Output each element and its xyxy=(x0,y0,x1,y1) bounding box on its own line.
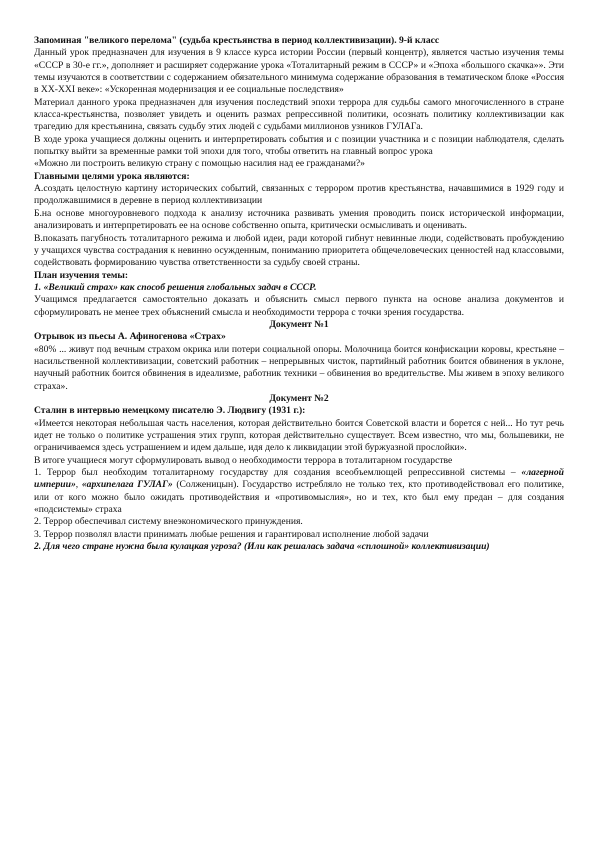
goals-heading: Главными целями урока являются: xyxy=(34,170,190,182)
plan-heading: План изучения темы: xyxy=(34,269,129,281)
plan-item-1: 1. «Великий страх» как способ решения глобальных задач в СССР. xyxy=(34,281,317,293)
document-2-text: «Имеется некоторая небольшая часть населения, которая действительно боится Советской власти и борется с ней... Но тут речь идет не только о политике устрашения этих групп, которая действительно существует. Всем известно, что мы, большевики, не ограничиваемся здесь устрашением и идем дальше, идя дело к ликвидации этой буржуазной прослойки». xyxy=(34,417,564,454)
conclusion-point-1-term-2: «архипелага ГУЛАГ» xyxy=(81,479,173,491)
intro-paragraph-1: Данный урок предназначен для изучения в 9 классе курса истории России (первый концентр), является частью изучения темы «СССР в 30-е гг.», дополняет и расширяет содержание урока «Тоталитарный режим в СССР» и «Эпоха «большого скачка»». Эти темы изучаются в соответствии с содержанием обязательного минимума содержание образования в тематическом блоке «Россия в XX-XXI веке»: «Ускоренная модернизация и ее социальные последствия» xyxy=(34,47,564,96)
document-1-heading: Документ №1 xyxy=(269,318,329,330)
conclusion-intro: В итоге учащиеся могут сформулировать вывод о необходимости террора в тоталитарном государстве xyxy=(34,454,453,466)
conclusion-point-2: 2. Террор обеспечивал систему внеэкономического принуждения. xyxy=(34,516,303,528)
document-1-source: Отрывок из пьесы А. Афиногенова «Страх» xyxy=(34,331,226,343)
conclusion-point-1-term-1: «лагерной империи» xyxy=(34,467,564,491)
plan-item-1-text: Учащимся предлагается самостоятельно доказать и объяснить смысл первого пункта на основе анализа документов и сформулировать не менее трех объяснений смысла и необходимости террора с точки зрения государства. xyxy=(34,294,564,318)
intro-paragraph-3: В ходе урока учащиеся должны оценить и интерпретировать события и с позиции участника и с позиции наблюдателя, сделать попытку выйти за временные рамки той эпохи для того, чтобы ответить на главный вопрос урока xyxy=(34,133,564,158)
document-2-source: Сталин в интервью немецкому писателю Э. Людвигу (1931 г.): xyxy=(34,405,306,417)
plan-item-2: 2. Для чего стране нужна была кулацкая угроза? (Или как решалась задача «сплошной» коллективизации) xyxy=(34,541,490,553)
conclusion-point-1-part-b: , xyxy=(75,479,82,491)
goal-b: Б.на основе многоуровневого подхода к анализу источника развивать умения проводить поиск исторической информации, анализировать и интерпретировать ее на основе собственно опыта, критически осмысливать и оценивать. xyxy=(34,207,564,232)
document-2-heading: Документ №2 xyxy=(269,392,329,404)
main-question: «Можно ли построить великую страну с помощью насилия над ее гражданами?» xyxy=(34,158,365,170)
document-title: Запоминая "великого перелома" (судьба крестьянства в период коллективизации). 9-й класс xyxy=(34,35,440,46)
document-page xyxy=(34,35,564,553)
document-1-text: «80% ... живут под вечным страхом окрика или потери социальной опоры. Молочница боится конфискации коровы, крестьяне – насильственной коллективизации, советский работник – непрерывных чисток, партийный работник боится обвинения в уклоне, научный работник боится обвинения в идеализме, работник техники – обвинения во вредительстве. Мы живем в эпоху великого страха». xyxy=(34,343,564,392)
conclusion-point-1-part-a: 1. Террор был необходим тоталитарному государству для создания всеобъемлющей репрессивной системы – xyxy=(34,467,522,479)
goal-c: В.показать пагубность тоталитарного режима и любой идеи, ради которой гибнут невинные люди, содействовать пробуждению у учащихся чувства сострадания к невинно осужденным, пониманию приоритета общечеловеческих ценностей над классовыми, содействовать формированию чувства ответственности за судьбу своей страны. xyxy=(34,232,564,269)
conclusion-point-1 xyxy=(34,467,564,516)
conclusion-point-3: 3. Террор позволял власти принимать любые решения и гарантировал исполнение любой задачи xyxy=(34,528,429,540)
goal-a: А.создать целостную картину исторических событий, связанных с террором против крестьянства, начавшимися в 1929 году и продолжавшимися в деревне в период коллективизации xyxy=(34,183,564,207)
conclusion-point-1-part-c: (Солженицын). Государство истребляло не только тех, кто противодействовал его политике, или от кого можно было ожидать противодействия и «противомыслия», но и тех, кто был ему предан – для создания «подсистемы» страха xyxy=(34,479,565,516)
intro-paragraph-2: Материал данного урока предназначен для изучения последствий эпохи террора для судьбы самого многочисленного в стране класса-крестьянства, позволяет увидеть и оценить размах репрессивной политики, осознать политику коллективизации как трагедию для крестьянина, связать судьбу этих людей с судьбами миллионов узников ГУЛАГа. xyxy=(34,96,564,133)
